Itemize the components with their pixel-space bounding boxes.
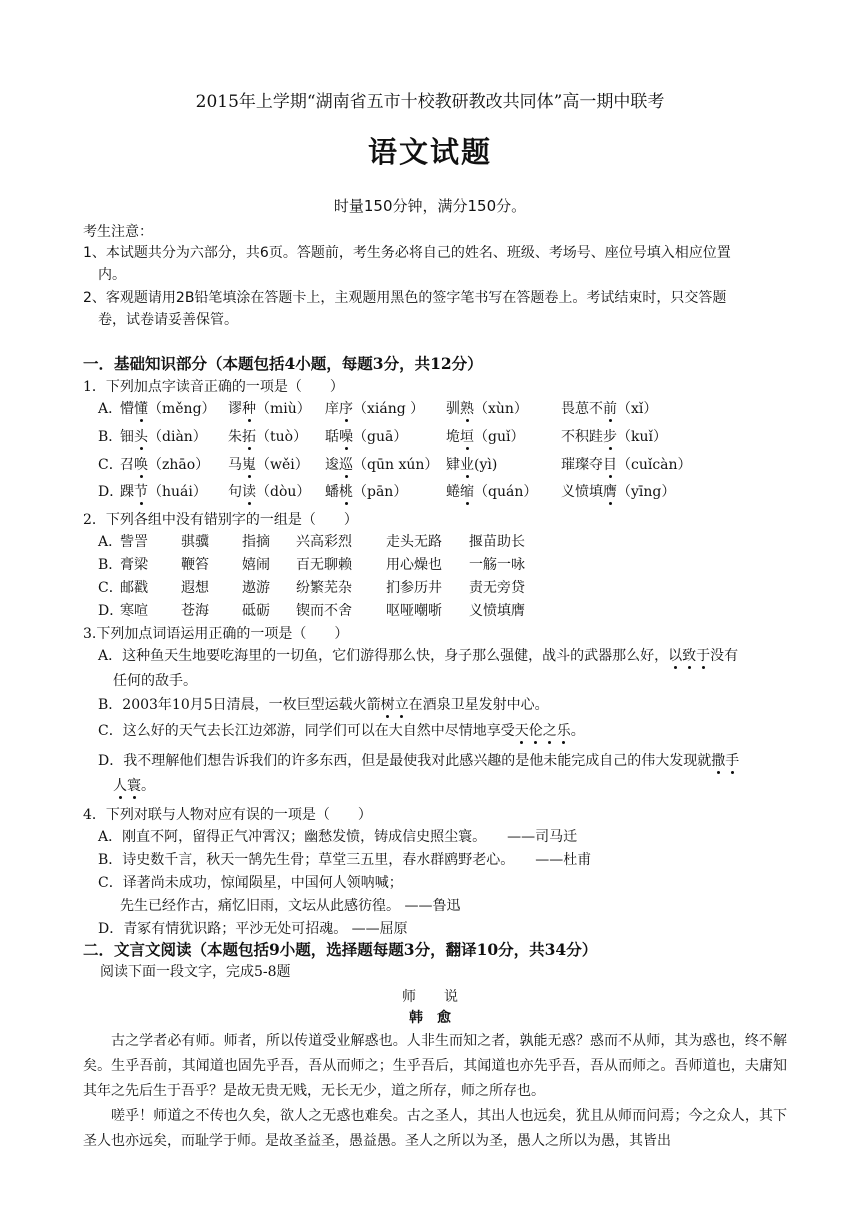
passage-author: 韩 愈 [409, 1010, 451, 1026]
subject-title: 语文试题 [367, 135, 492, 169]
q2-option-word: 责无旁贷 [469, 580, 525, 596]
q4-option-b: B．诗史数千言，秋天一鹄先生骨；草堂三五里，春水群鸥野老心。 ——杜甫 [98, 852, 592, 868]
q3-option-c: C．这么好的天气去长江边郊游，同学们可以在大自然中尽情地享受天伦之乐。 [98, 723, 585, 739]
q2-option-word: 膏梁 [120, 557, 148, 573]
q4-option-d: D．青冢有情犹识路；平沙无处可招魂。 ——屈原 [98, 921, 408, 937]
q1-option-item: 逡巡（qūn xún） [325, 457, 439, 473]
notice-item-2-cont: 卷，试卷请妥善保管。 [98, 312, 238, 328]
q1-option-item: 朱拓（tuò） [228, 429, 308, 445]
q1-option-item: 不积跬步（kuǐ） [561, 429, 667, 445]
q2-option-word: 嬉闹 [242, 557, 270, 573]
q3-option-b: B．2003年10月5日清晨，一枚巨型运载火箭树立在酒泉卫星发射中心。 [98, 697, 549, 713]
passage-paragraph-1: 古之学者必有师。师者，所以传道受业解惑也。人非生而知之者，孰能无惑？惑而不从师，其为惑也，终不解矣。生乎吾前，其闻道也固先乎吾，吾从而师之；生乎吾后，其闻道也亦先乎吾，吾从而师之。吾师道也，夫庸知其年之先后生于吾乎？是故无贵无贱，无长无少，道之所存，师之所存也。 [83, 1033, 787, 1099]
q2-option-word: 邮戳 [120, 580, 148, 596]
q4-option-c-cont: 先生已经作古，痛忆旧雨，文坛从此感彷徨。 ——鲁迅 [120, 898, 461, 914]
q1-option-item: 蟠桃（pān） [325, 484, 408, 500]
q1-stem: 1．下列加点字读音正确的一项是（ ） [83, 379, 344, 395]
q2-option-word: 寒喧 [120, 603, 148, 619]
q2-option-word: 走头无路 [386, 534, 442, 550]
q2-option-word: 砥砺 [242, 603, 270, 619]
q2-option-word: 呕哑嘲哳 [386, 603, 442, 619]
q1-option-item: 驯熟（xùn） [446, 401, 528, 417]
q3-stem: 3.下列加点词语运用正确的一项是（ ） [83, 626, 349, 642]
notice-item-2: 2、客观题请用2B铅笔填涂在答题卡上，主观题用黑色的签字笔书写在答题卷上。考试结束时，只交答题 [83, 290, 727, 306]
notice-item-1-cont: 内。 [98, 267, 126, 283]
q2-option-word: 扪参历井 [386, 580, 442, 596]
notice-item-1: 1、本试题共分为六部分，共6页。答题前，考生务必将自己的姓名、班级、考场号、座位号填入相应位置 [83, 245, 731, 261]
q4-option-c: C．译著尚未成功，惊闻陨星，中国何人领呐喊； [98, 875, 403, 891]
q1-option-item: 义愤填膺（yīng） [561, 484, 676, 500]
q1-option-item: 钿头（diàn） [120, 429, 207, 445]
q1-option-item: 庠序（xiáng ） [325, 401, 425, 417]
q2-option-word: 锲而不舍 [296, 603, 352, 619]
q3-option-d: D．我不理解他们想告诉我们的许多东西，但是最使我对此感兴趣的是他未能完成自己的伟大发现就撒手 [98, 753, 740, 769]
q1-option-item: 踝节（huái） [120, 484, 207, 500]
q2-option-word: 指摘 [242, 534, 270, 550]
q1-option-letter: D． [98, 484, 124, 500]
q1-option-item: 垝垣（guǐ） [446, 429, 525, 445]
q1-option-item: 谬种（miù） [228, 401, 311, 417]
q3-option-a: A．这种鱼天生地要吃海里的一切鱼，它们游得那么快，身子那么强健，战斗的武器那么好，以致于没有 [98, 648, 739, 664]
q3-option-d-cont: 人寰。 [113, 778, 155, 794]
exam-header: 2015年上学期“湖南省五市十校教研教改共同体”高一期中联考 [195, 92, 665, 112]
reading-instruction: 阅读下面一段文字，完成5-8题 [100, 964, 291, 980]
q2-option-word: 遐想 [181, 580, 209, 596]
q4-option-a: A．刚直不阿，留得正气冲霄汉；幽愁发愤，铸成信史照尘寰。 ——司马迁 [98, 829, 578, 845]
q2-option-word: 用心燥也 [386, 557, 442, 573]
exam-timing: 时量150分钟，满分150分。 [333, 197, 527, 215]
q1-option-item: 肄业(yì) [446, 457, 498, 473]
q1-option-letter: C． [98, 457, 123, 473]
q2-option-word: 纷繁芜杂 [296, 580, 352, 596]
q2-option-word: 一觞一咏 [469, 557, 525, 573]
q2-option-word: 訾詈 [120, 534, 148, 550]
q2-option-word: 义愤填膺 [469, 603, 525, 619]
q1-option-item: 懵懂（měng） [120, 401, 216, 417]
q2-option-word: 骐骥 [181, 534, 209, 550]
passage-paragraph-2: 嗟乎！师道之不传也久矣，欲人之无惑也难矣。古之圣人，其出人也远矣，犹且从师而问焉；今之众人，其下圣人也亦远矣，而耻学于师。是故圣益圣，愚益愚。圣人之所以为圣，愚人之所以为愚，其皆出 [83, 1108, 787, 1149]
q1-option-item: 聒噪（guā） [325, 429, 408, 445]
q1-option-letter: A． [98, 401, 123, 417]
q2-option-letter: C． [98, 580, 123, 596]
q2-option-letter: B． [98, 557, 123, 573]
q2-option-word: 苍海 [181, 603, 209, 619]
q2-option-word: 兴高彩烈 [296, 534, 352, 550]
section-1-heading: 一．基础知识部分（本题包括4小题，每题3分，共12分） [83, 354, 483, 373]
q1-option-item: 蜷缩（quán） [446, 484, 538, 500]
notice-heading: 考生注意： [83, 224, 153, 240]
q4-stem: 4．下列对联与人物对应有误的一项是（ ） [83, 807, 372, 823]
q3-option-a-cont: 任何的敌手。 [113, 673, 197, 689]
q1-option-item: 句读（dòu） [228, 484, 311, 500]
section-2-heading: 二．文言文阅读（本题包括9小题，选择题每题3分，翻译10分，共34分） [83, 940, 598, 959]
q1-option-item: 马嵬（wěi） [228, 457, 309, 473]
q1-option-item: 畏葸不前（xǐ） [561, 401, 658, 417]
q1-option-item: 召唤（zhāo） [120, 457, 210, 473]
q2-option-word: 鞭笞 [181, 557, 209, 573]
q2-option-word: 遨游 [242, 580, 270, 596]
q2-option-word: 百无聊赖 [296, 557, 352, 573]
q2-option-word: 揠苗助长 [469, 534, 525, 550]
q2-stem: 2．下列各组中没有错别字的一组是（ ） [83, 512, 358, 528]
q1-option-letter: B． [98, 429, 123, 445]
q1-option-item: 璀璨夺目（cuǐcàn） [561, 457, 692, 473]
passage-title: 师 说 [402, 989, 458, 1005]
q2-option-letter: A． [98, 534, 123, 550]
q2-option-letter: D． [98, 603, 124, 619]
